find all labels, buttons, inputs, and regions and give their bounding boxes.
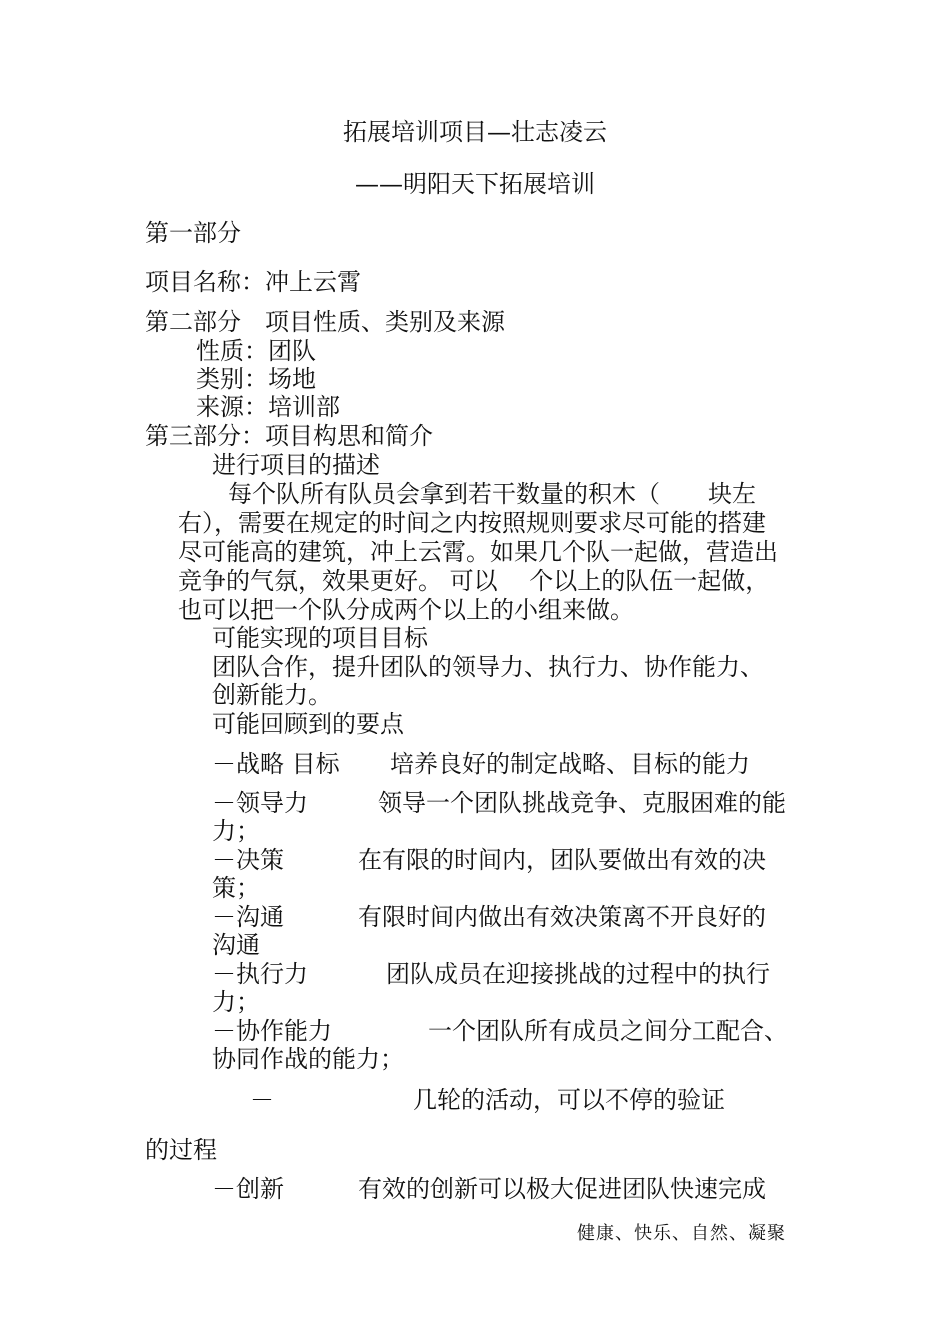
- point-text: 一个团队所有成员之间分工配合、: [428, 1017, 788, 1045]
- nature-line: 性质：团队: [196, 337, 316, 365]
- point-label: －领导力: [212, 789, 308, 817]
- review-heading: 可能回顾到的要点: [212, 710, 404, 738]
- point-text: 在有限的时间内，团队要做出有效的决: [358, 846, 766, 874]
- point-text: 团队成员在迎接挑战的过程中的执行: [386, 960, 770, 988]
- point-continuation: 力；: [212, 817, 260, 845]
- category-line: 类别：场地: [196, 365, 316, 393]
- description-line: 也可以把一个队分成两个以上的小组来做。: [178, 596, 634, 624]
- point-label: －决策: [212, 846, 284, 874]
- point-text: 有限时间内做出有效决策离不开良好的: [358, 903, 766, 931]
- point-continuation: 沟通: [212, 931, 260, 959]
- project-name: 项目名称：冲上云霄: [145, 268, 361, 296]
- point-label: －协作能力: [212, 1017, 332, 1045]
- point-text: 领导一个团队挑战竞争、克服困难的能: [378, 789, 786, 817]
- goals-line: 创新能力。: [212, 681, 332, 709]
- point-continuation: 力；: [212, 988, 260, 1016]
- description-line: 尽可能高的建筑，冲上云霄。如果几个队一起做，营造出: [178, 538, 778, 566]
- point-continuation: 的过程: [145, 1136, 217, 1164]
- part-one-heading: 第一部分: [145, 219, 241, 247]
- point-label: －创新: [212, 1175, 284, 1203]
- description-heading: 进行项目的描述: [212, 451, 380, 479]
- page-footer: 健康、快乐、自然、凝聚: [577, 1223, 786, 1244]
- point-continuation: 策；: [212, 874, 260, 902]
- point-text: 几轮的活动，可以不停的验证: [413, 1086, 725, 1114]
- description-line: 每个队所有队员会拿到若干数量的积木（ 块左: [228, 480, 756, 508]
- point-label: －战略 目标: [212, 750, 340, 778]
- point-text: 培养良好的制定战略、目标的能力: [390, 750, 750, 778]
- point-label: －沟通: [212, 903, 284, 931]
- description-line: 竞争的气氛，效果更好。 可以 个以上的队伍一起做，: [178, 567, 770, 595]
- goals-line: 团队合作，提升团队的领导力、执行力、协作能力、: [212, 653, 764, 681]
- description-line: 右），需要在规定的时间之内按照规则要求尽可能的搭建: [178, 509, 766, 537]
- document-subtitle: ——明阳天下拓展培训: [355, 170, 595, 198]
- point-text: 有效的创新可以极大促进团队快速完成: [358, 1175, 766, 1203]
- part-two-heading: 第二部分 项目性质、类别及来源: [145, 308, 505, 336]
- point-label: －执行力: [212, 960, 308, 988]
- source-line: 来源：培训部: [196, 393, 340, 421]
- point-continuation: 协同作战的能力；: [212, 1045, 404, 1073]
- part-three-heading: 第三部分：项目构思和简介: [145, 422, 433, 450]
- point-label: －: [250, 1086, 274, 1114]
- document-title: 拓展培训项目—壮志凌云: [343, 118, 607, 146]
- goals-heading: 可能实现的项目目标: [212, 624, 428, 652]
